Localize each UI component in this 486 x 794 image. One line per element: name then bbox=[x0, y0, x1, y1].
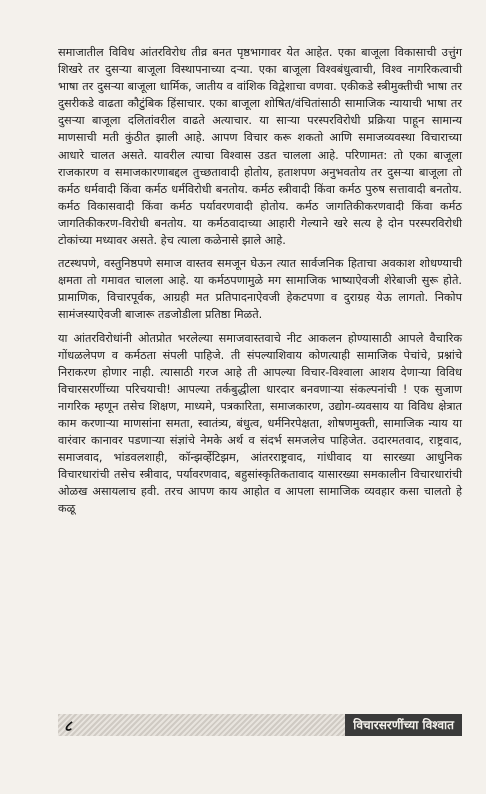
paragraph-1: समाजातील विविध आंतरविरोध तीव्र बनत पृष्ठभागावर येत आहेत. एका बाजूला विकासाची उत्तुंग शिखरे तर दुसऱ्या बाजूला विस्थापनाच्या दऱ्या. एका बाजूला विश्वबंधुत्वाची, विश्व नागरिकत्वाची भाषा तर दुसऱ्या बाजूला धार्मिक, जातीय व वांशिक विद्वेशाचा वणवा. एकीकडे स्त्रीमुक्तीची भाषा तर दुसरीकडे वाढता कौटुंबिक हिंसाचार. एका बाजूला शोषित/वंचितांसाठी सामाजिक न्यायाची भाषा तर दुसऱ्या बाजूला दलितांवरील वाढते अत्याचार. या साऱ्या परस्परविरोधी प्रक्रिया पाहून सामान्य माणसाची मती कुंठीत झाली आहे. आपण विचार करू शकतो आणि समाजव्यवस्था विचाराच्या आधारे चालत असते. यावरील त्याचा विश्वास उडत चालला आहे. परिणामत: तो एका बाजूला राजकारण व समाजकारणाबद्दल तुच्छतावादी होतोय, हताशपण अनुभवतोय तर दुसऱ्या बाजूला तो कर्मठ धर्मवादी किंवा कर्मठ धर्मविरोधी बनतोय. कर्मठ स्त्रीवादी किंवा कर्मठ पुरुष सत्तावादी बनतोय. कर्मठ विकासवादी किंवा कर्मठ पर्यावरणवादी होतोय. कर्मठ जागतिकीकरणवादी किंवा कर्मठ जागतिकीकरण-विरोधी बनतोय. या कर्मठवादाच्या आहारी गेल्याने खरे सत्य हे दोन परस्परविरोधी टोकांच्या मध्यावर असते. हेच त्याला कळेनासे झाले आहे. bbox=[58, 46, 462, 248]
paragraph-3: या आंतरविरोधांनी ओतप्रोत भरलेल्या समाजवास्तवाचे नीट आकलन होण्यासाठी आपले वैचारिक गोंधळलेपण व कर्मठता संपली पाहिजे. ती संपल्याशिवाय कोणत्याही सामाजिक पेचांचे, प्रश्नांचे निराकरण होणार नाही. त्यासाठी गरज आहे ती आपल्या विचार-विश्वाला आशय देणाऱ्या विविध विचारसरणींच्या परिचयाची! आपल्या तर्कबुद्धीला धारदार बनवणाऱ्या संकल्पनांची ! एक सुजाण नागरिक म्हणून तसेच शिक्षण, माध्यमे, पत्रकारिता, समाजकारण, उद्योग-व्यवसाय या विविध क्षेत्रात काम करणाऱ्या माणसांना समता, स्वातंत्र्य, बंधुत्व, धर्मनिरपेक्षता, शोषणमुक्ती, सामाजिक न्याय या वारंवार कानावर पडणाऱ्या संज्ञांचे नेमके अर्थ व संदर्भ समजलेच पाहिजेत. उदारमतवाद, राष्ट्रवाद, समाजवाद, भांडवलशाही, कॉन्झर्व्हेटिझम, आंतरराष्ट्रवाद, गांधीवाद या सारख्या आधुनिक विचारधारांची तसेच स्त्रीवाद, पर्यावरणवाद, बहुसांस्कृतिकतावाद यासारख्या समकालीन विचारधारांची ओळख असायलाच हवी. तरच आपण काय आहोत व आपला सामाजिक व्यवहार कसा चालतो हे कळू bbox=[58, 331, 462, 516]
running-title: विचारसरणींच्या विश्वात bbox=[345, 714, 462, 736]
paragraph-2: तटस्थपणे, वस्तुनिष्ठपणे समाज वास्तव समजून घेऊन त्यात सार्वजनिक हिताचा अवकाश शोधण्याची क्षमता तो गमावत चालला आहे. या कर्मठपणामुळे मग सामाजिक भाष्याऐवजी शेरेबाजी सुरू होते. प्रामाणिक, विचारपूर्वक, आग्रही मत प्रतिपादनाऐवजी हेकटपणा व दुराग्रह येऊ लागतो. निकोप सामंजस्याऐवजी बाजारू तडजोडीला प्रतिष्ठा मिळते. bbox=[58, 257, 462, 322]
page-number: ८ bbox=[64, 717, 72, 735]
page-footer bbox=[58, 714, 462, 736]
body-text bbox=[58, 44, 462, 518]
